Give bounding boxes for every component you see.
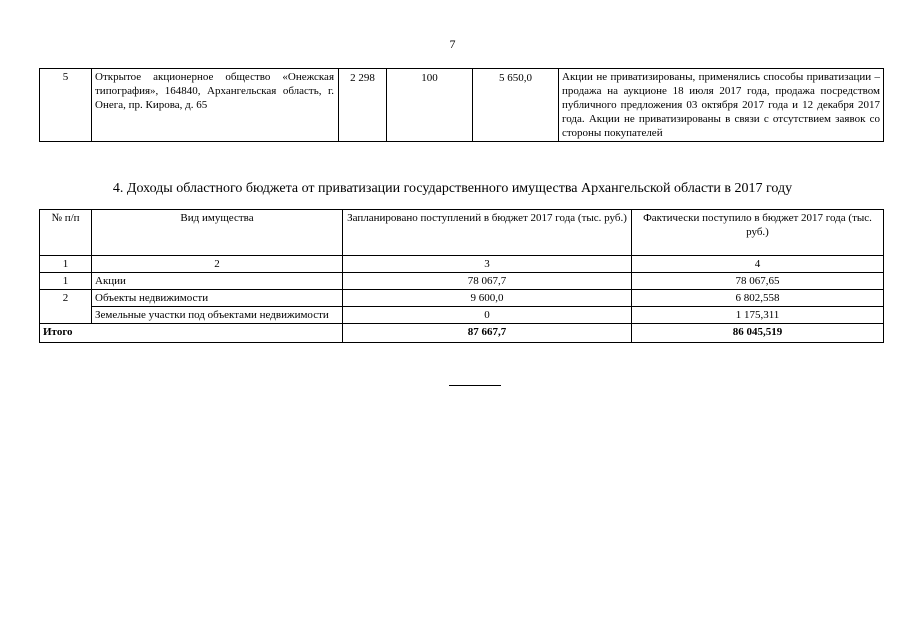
table-row xyxy=(40,273,884,290)
header-planned: Запланировано поступлений в бюджет 2017 года (тыс. руб.) xyxy=(343,210,632,256)
section-heading: 4. Доходы областного бюджета от приватизации государственного имущества Архангельской области в 2017 году xyxy=(112,181,793,196)
value-cell: 2 298 xyxy=(339,69,387,142)
value-cell: 100 xyxy=(387,69,473,142)
table-row xyxy=(40,69,884,142)
actual-value: 78 067,65 xyxy=(632,273,884,290)
budget-income-table xyxy=(39,209,884,343)
end-divider xyxy=(449,385,501,386)
privatization-continuation-table xyxy=(39,68,884,142)
row-number: 1 xyxy=(40,273,92,290)
planned-value: 9 600,0 xyxy=(343,290,632,307)
total-label: Итого xyxy=(40,324,92,343)
header-property-type: Вид имущества xyxy=(92,210,343,256)
company-name-address: Открытое акционерное общество «Онежская типография», 164840, Архангельская область, г. Онега, пр. Кирова, д. 65 xyxy=(92,69,339,142)
total-planned: 87 667,7 xyxy=(343,324,632,343)
column-number: 4 xyxy=(632,256,884,273)
table-header-row xyxy=(40,210,884,256)
planned-value: 78 067,7 xyxy=(343,273,632,290)
page-number: 7 xyxy=(449,37,456,51)
total-actual: 86 045,519 xyxy=(632,324,884,343)
header-num: № п/п xyxy=(40,210,92,256)
column-number: 2 xyxy=(92,256,343,273)
header-actual: Фактически поступило в бюджет 2017 года (тыс. руб.) xyxy=(632,210,884,256)
note-cell: Акции не приватизированы, применялись способы приватизации – продажа на аукционе 18 июля 2017 года, продажа посредством публичного предложения 03 октября 2017 года и 12 декабря 2017 года. Акции не приватизированы в связи с отсутствием заявок со стороны покупателей xyxy=(559,69,884,142)
property-type: Объекты недвижимости xyxy=(92,290,343,307)
actual-value: 1 175,311 xyxy=(632,307,884,324)
actual-value: 6 802,558 xyxy=(632,290,884,307)
table-row xyxy=(40,290,884,307)
table-row xyxy=(40,307,884,324)
column-number: 1 xyxy=(40,256,92,273)
row-number: 5 xyxy=(40,69,92,142)
planned-value: 0 xyxy=(343,307,632,324)
column-numbers-row xyxy=(40,256,884,273)
row-number: 2 xyxy=(40,290,92,324)
total-empty-cell xyxy=(92,324,343,343)
property-type: Акции xyxy=(92,273,343,290)
property-type: Земельные участки под объектами недвижимости xyxy=(92,307,343,324)
total-row xyxy=(40,324,884,343)
value-cell: 5 650,0 xyxy=(473,69,559,142)
column-number: 3 xyxy=(343,256,632,273)
